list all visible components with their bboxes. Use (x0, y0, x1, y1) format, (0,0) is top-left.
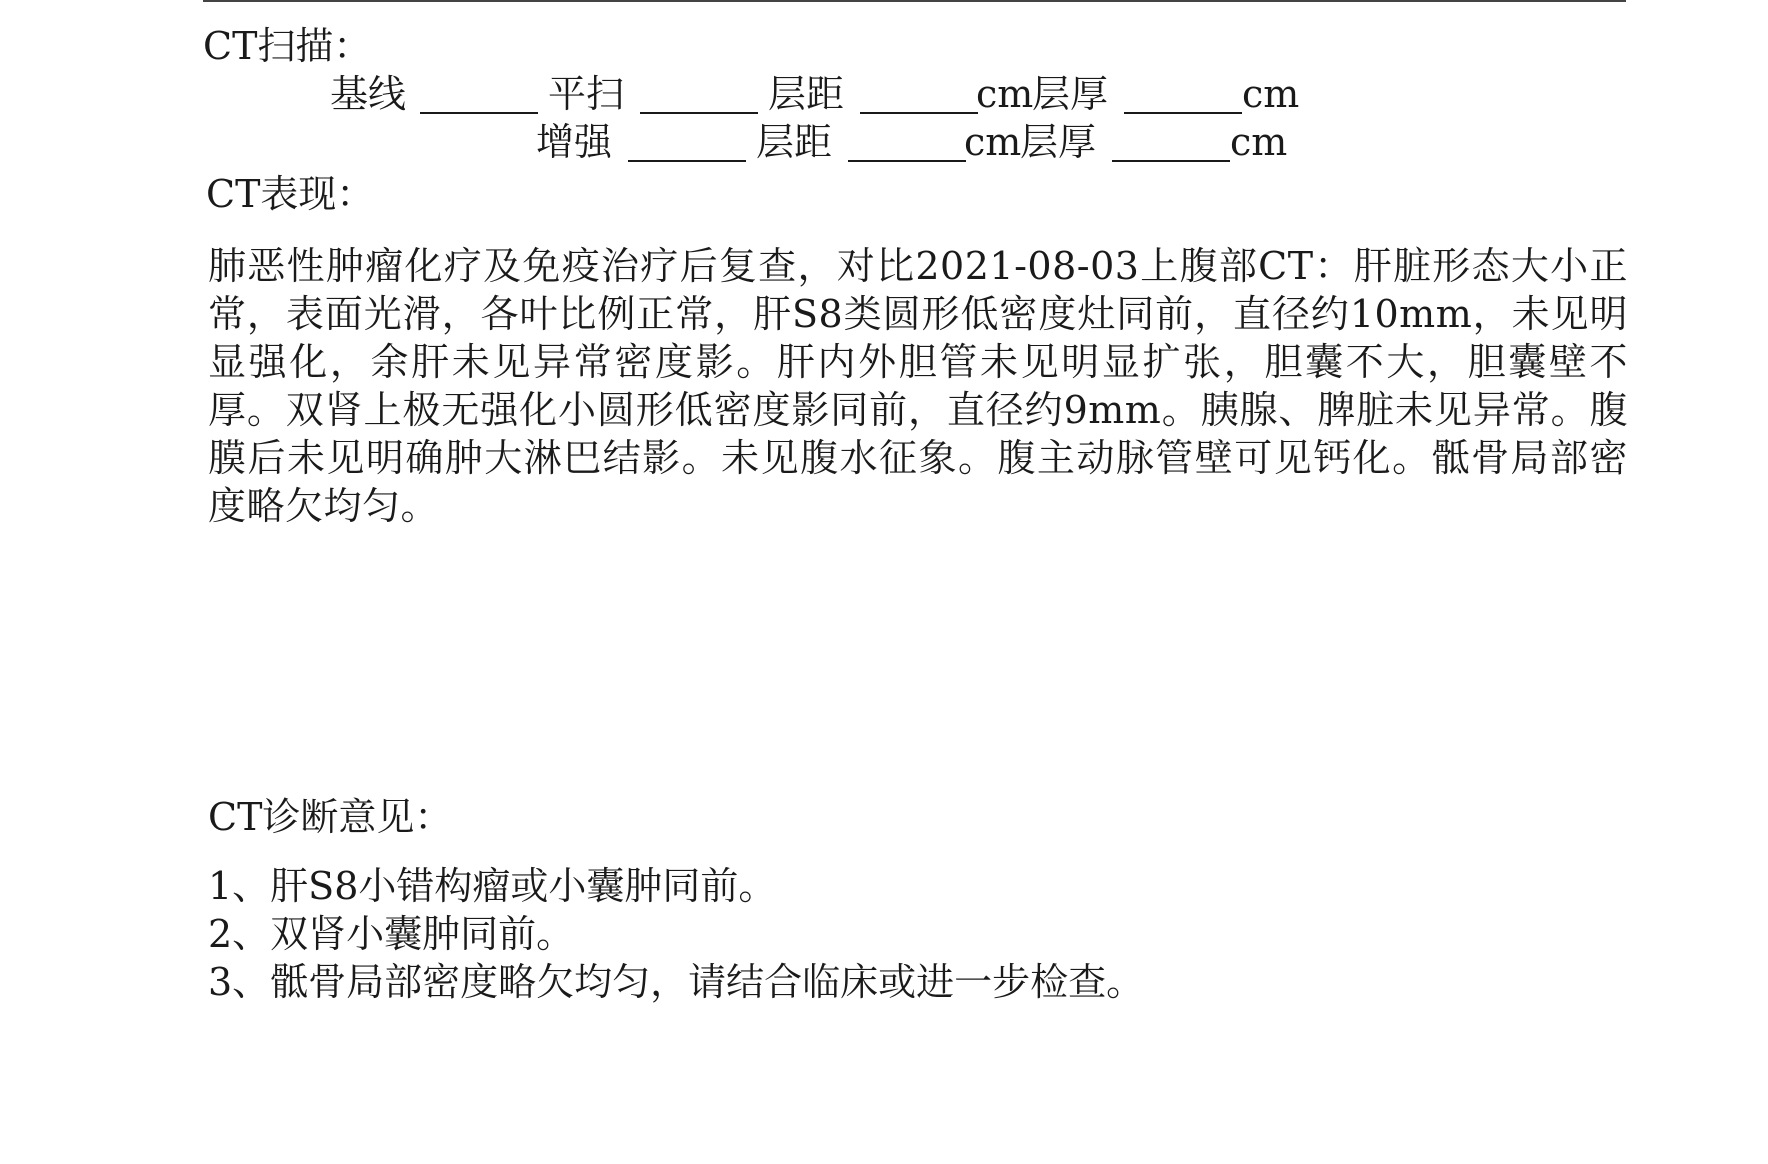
spacing-blank (860, 112, 978, 114)
enhanced-thickness-label: 层厚 (1020, 120, 1097, 164)
ct-scan-title: CT扫描： (203, 24, 372, 68)
plain-scan-blank (640, 112, 758, 114)
thickness-unit: cm (1242, 72, 1300, 116)
baseline-blank (420, 112, 538, 114)
baseline-label: 基线 (330, 72, 407, 116)
diagnosis-item: 3、骶骨局部密度略欠均匀，请结合临床或进一步检查。 (208, 960, 1145, 1004)
spacing-label: 层距 (768, 72, 845, 116)
top-rule (203, 0, 1626, 2)
diagnosis-item: 1、肝S8小错构瘤或小囊肿同前。 (208, 864, 777, 908)
enhanced-spacing-label: 层距 (756, 120, 833, 164)
diagnosis-item: 2、双肾小囊肿同前。 (208, 912, 575, 956)
enhanced-spacing-unit: cm (964, 120, 1022, 164)
ct-findings-title: CT表现： (206, 172, 375, 216)
enhanced-thickness-unit: cm (1230, 120, 1288, 164)
diagnosis-list (208, 862, 1144, 1006)
scan-row-enhanced (0, 118, 1768, 166)
plain-scan-label: 平扫 (548, 72, 625, 116)
enhanced-label: 增强 (536, 120, 613, 164)
thickness-blank (1124, 112, 1242, 114)
ct-diagnosis-title: CT诊断意见： (208, 795, 453, 839)
enhanced-thickness-blank (1112, 160, 1230, 162)
enhanced-spacing-blank (848, 160, 966, 162)
spacing-unit: cm (976, 72, 1034, 116)
thickness-label: 层厚 (1032, 72, 1109, 116)
enhanced-blank (628, 160, 746, 162)
scan-row-baseline (0, 70, 1768, 118)
ct-findings-text: 肺恶性肿瘤化疗及免疫治疗后复查，对比2021-08-03上腹部CT：肝脏形态大小正常，表面光滑，各叶比例正常，肝S8类圆形低密度灶同前，直径约10mm，未见明显强化，余肝未见异常密度影。肝内外胆管未见明显扩张，胆囊不大，胆囊壁不厚。双肾上极无强化小圆形低密度影同前，直径约9mm。胰腺、脾脏未见异常。腹膜后未见明确肿大淋巴结影。未见腹水征象。腹主动脉管壁可见钙化。骶骨局部密度略欠均匀。 (208, 244, 1628, 528)
